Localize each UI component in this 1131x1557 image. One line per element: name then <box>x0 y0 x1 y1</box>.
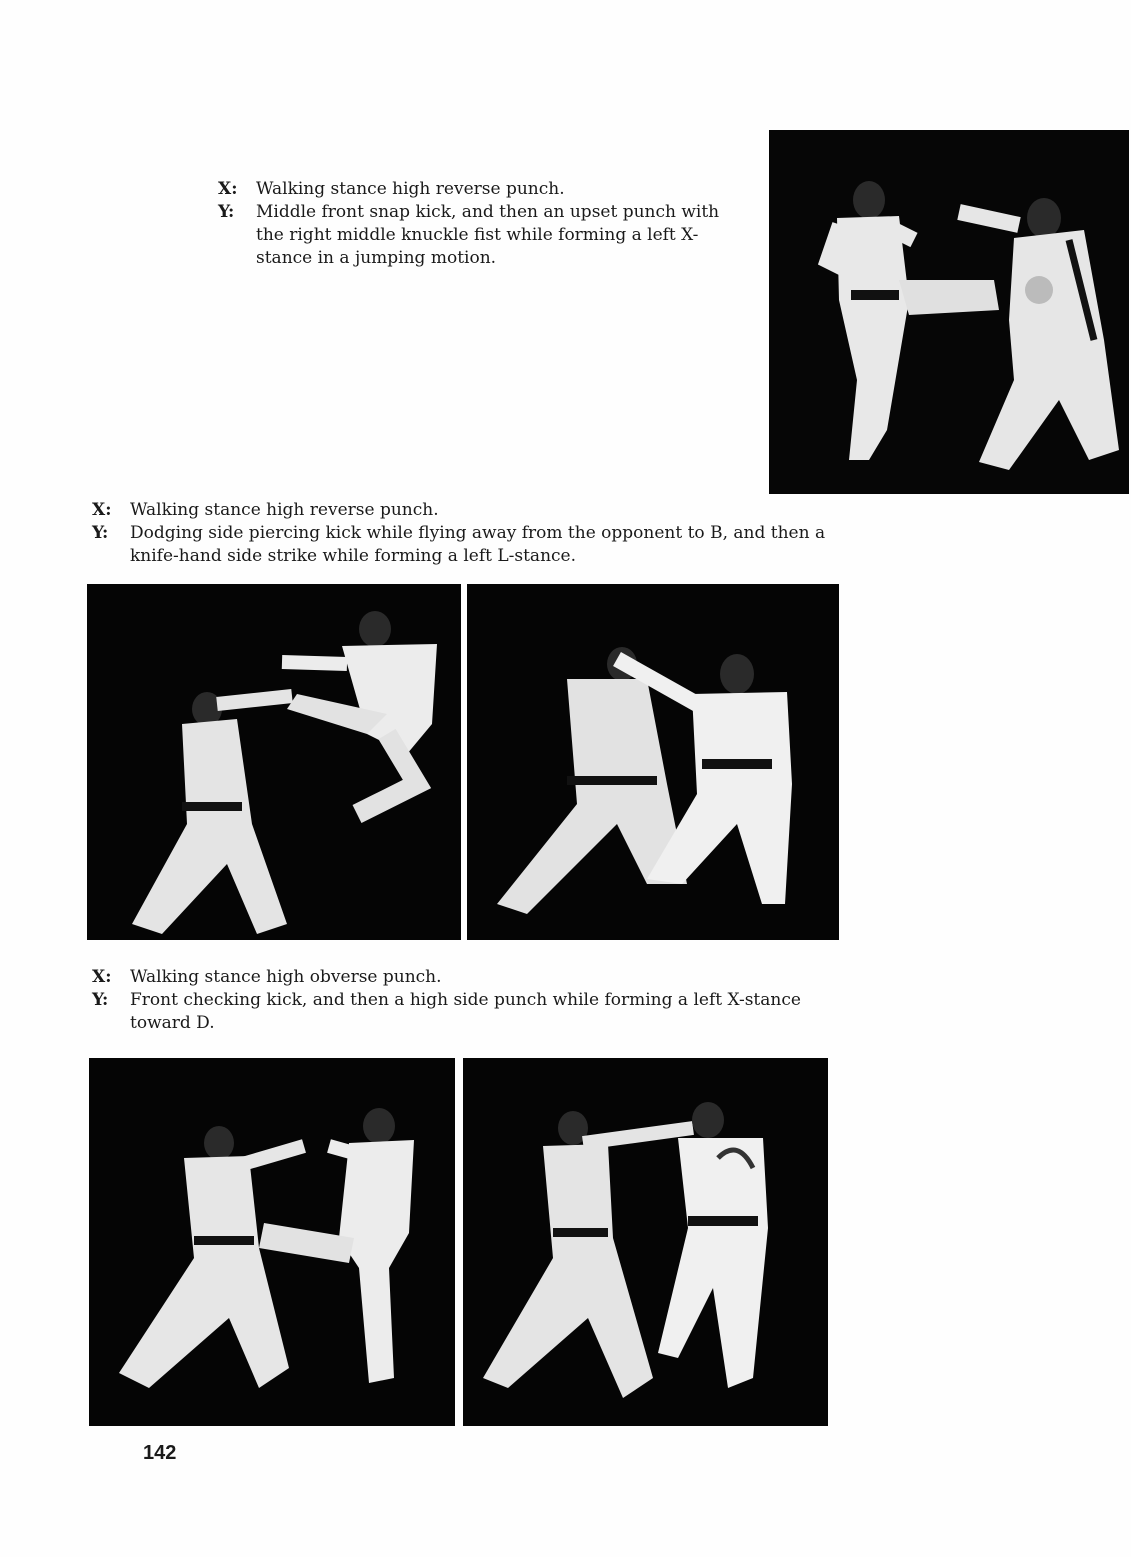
caption-3 <box>92 966 862 1035</box>
caption-line <box>218 201 728 270</box>
photo-3b-high-side-punch <box>463 1058 828 1426</box>
caption-text: Middle front snap kick, and then an upset punch with the right middle knuckle fist while forming a left X-stance in a jumping motion. <box>256 202 720 268</box>
caption-label: Y: <box>92 523 109 543</box>
caption-label: X: <box>92 500 112 520</box>
photo-3a-front-checking-kick <box>89 1058 455 1426</box>
page-number: 142 <box>143 1442 177 1464</box>
caption-2 <box>92 499 862 568</box>
caption-text: Dodging side piercing kick while flying away from the opponent to B, and then a knife-hand side strike while forming a left L-stance. <box>130 523 826 566</box>
caption-label: Y: <box>92 990 109 1010</box>
caption-text: Front checking kick, and then a high side punch while forming a left X-stance toward D. <box>130 990 801 1033</box>
caption-1 <box>218 178 728 270</box>
caption-label: X: <box>218 179 238 199</box>
caption-label: X: <box>92 967 112 987</box>
caption-line <box>92 499 862 522</box>
caption-text: Walking stance high reverse punch. <box>130 500 439 520</box>
photo-2b-knife-hand-strike <box>467 584 839 940</box>
caption-text: Walking stance high obverse punch. <box>130 967 442 987</box>
caption-line <box>92 989 862 1035</box>
caption-line <box>92 966 862 989</box>
caption-line <box>218 178 728 201</box>
caption-text: Walking stance high reverse punch. <box>256 179 565 199</box>
caption-line <box>92 522 862 568</box>
photo-2a-flying-side-kick <box>87 584 461 940</box>
photo-1-jumping-upset-punch <box>769 130 1129 494</box>
caption-label: Y: <box>218 202 235 222</box>
